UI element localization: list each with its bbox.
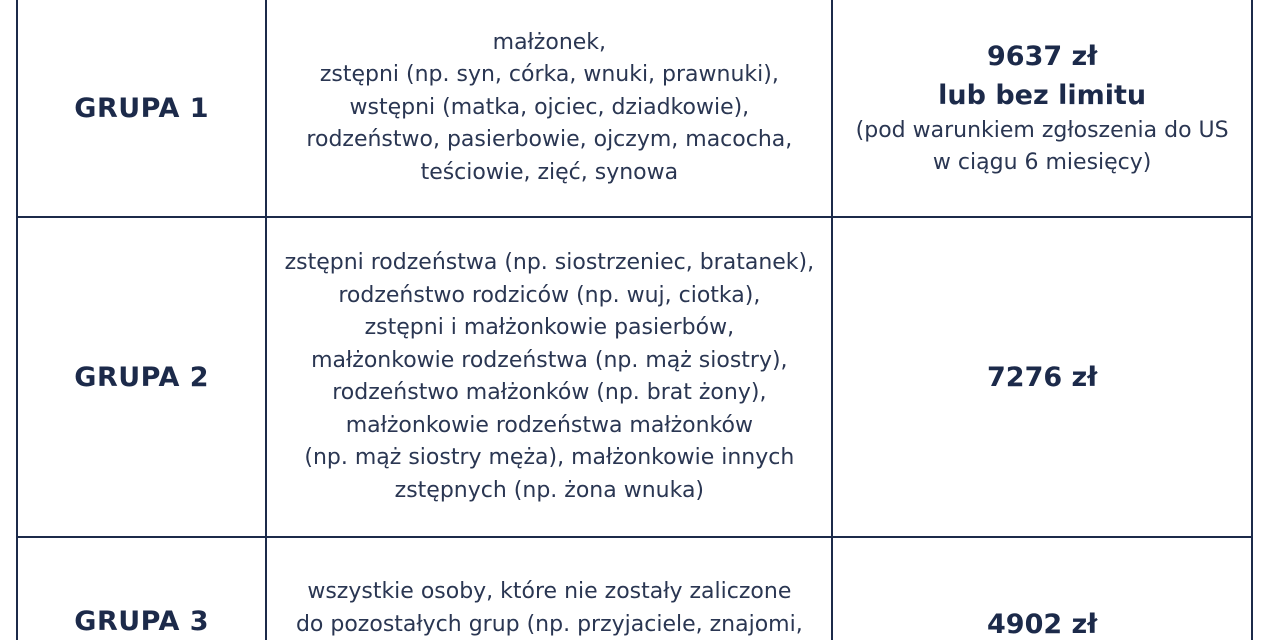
group-label: GRUPA 1 (74, 92, 210, 124)
people-line: zstępni (np. syn, córka, wnuki, prawnuki), (319, 62, 779, 88)
people-line: zstępni i małżonkowie pasierbów, (364, 315, 735, 340)
amount-note: (pod warunkiem zgłoszenia do US (855, 118, 1229, 143)
tax-groups-table (16, 0, 1253, 640)
group-label: GRUPA 2 (74, 361, 210, 393)
table-row (17, 217, 1252, 537)
amount-note: w ciągu 6 miesięcy) (932, 150, 1152, 175)
people-line: wstępni (matka, ojciec, dziadkowie), (349, 94, 750, 120)
people-line: zstępnych (np. żona wnuka) (394, 477, 705, 503)
amount-value: 9637 zł (987, 41, 1098, 72)
group-cell (17, 0, 266, 217)
people-cell (266, 217, 832, 537)
people-line: rodzeństwo, pasierbowie, ojczym, macocha, (306, 127, 793, 153)
people-line: małżonkowie rodzeństwa (np. mąż siostry), (311, 347, 788, 373)
people-line: wszystkie osoby, które nie zostały zaliczone (307, 579, 792, 604)
table-row (17, 0, 1252, 217)
people-cell (266, 537, 832, 640)
group-cell (17, 537, 266, 640)
people-cell (266, 0, 832, 217)
people-line: rodzeństwo małżonków (np. brat żony), (332, 380, 767, 405)
amount-value: 7276 zł (987, 361, 1098, 393)
people-line: teściowie, zięć, synowa (420, 159, 679, 185)
amount-cell (832, 0, 1252, 217)
people-line: zstępni rodzeństwa (np. siostrzeniec, bratanek), (284, 250, 815, 275)
people-line: do pozostałych grup (np. przyjaciele, znajomi, (295, 611, 803, 637)
people-line: rodzeństwo rodziców (np. wuj, ciotka), (338, 282, 761, 308)
amount-cell (832, 217, 1252, 537)
group-cell (17, 217, 266, 537)
people-list (267, 27, 831, 190)
people-line: małżonek, (492, 29, 607, 55)
amount-cell (832, 537, 1252, 640)
people-line: (np. mąż siostry męża), małżonkowie innych (304, 445, 795, 470)
people-list (267, 538, 831, 640)
people-line: małżonkowie rodzeństwa małżonków (345, 412, 753, 438)
people-list (267, 247, 831, 507)
group-label: GRUPA 3 (74, 606, 210, 637)
table-row (17, 537, 1252, 640)
amount-value: 4902 zł (987, 609, 1098, 640)
amount-value: lub bez limitu (938, 80, 1147, 111)
